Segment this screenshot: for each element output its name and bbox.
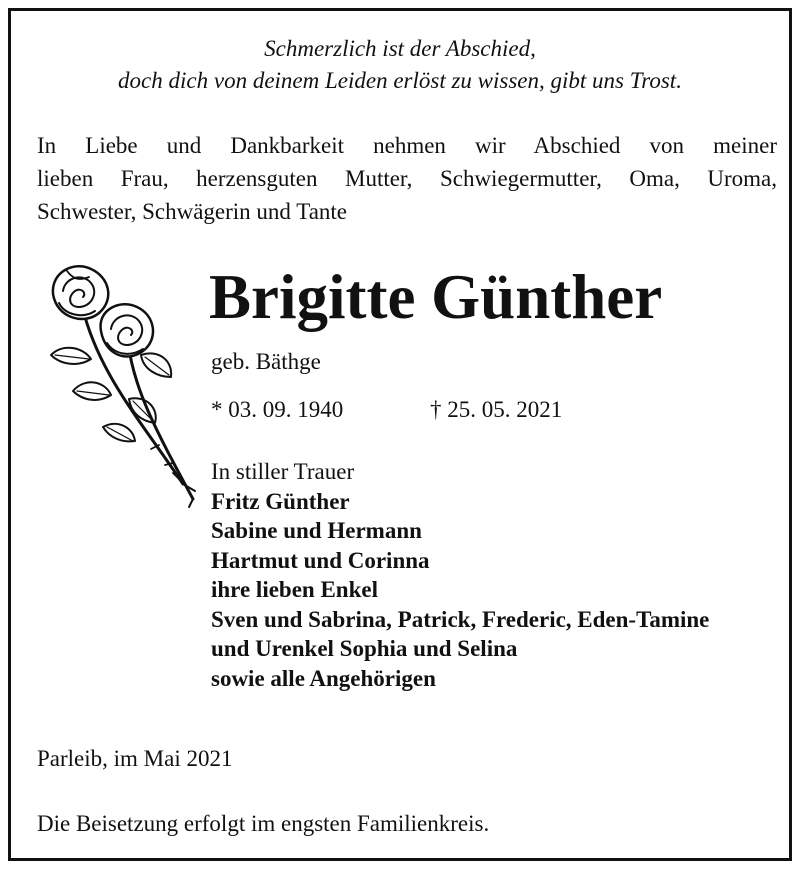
maiden-name: geb. Bäthge: [211, 349, 321, 374]
mourner-line: Hartmut und Corinna: [211, 547, 430, 573]
poem-line: Schmerzlich ist der Abschied,: [264, 36, 536, 61]
intro-text: [37, 129, 777, 228]
rose-icon: [33, 259, 203, 514]
death-date: † 25. 05. 2021: [430, 397, 563, 422]
mourner-line: Sven und Sabrina, Patrick, Frederic, Eden-Tamine: [211, 606, 710, 632]
intro-line: In Liebe und Dankbarkeit nehmen wir Abschied von meiner: [37, 133, 777, 158]
mourner-line: sowie alle Angehörigen: [211, 665, 436, 691]
poem-verse: [11, 33, 789, 97]
intro-line: lieben Frau, herzensguten Mutter, Schwiegermutter, Oma, Uroma,: [37, 166, 777, 191]
mourner-line: ihre lieben Enkel: [211, 577, 378, 602]
deceased-name: Brigitte Günther: [209, 262, 663, 332]
mourners-heading: In stiller Trauer: [211, 459, 355, 484]
mourner-line: und Urenkel Sophia und Selina: [211, 636, 518, 661]
mourners-list: [211, 457, 709, 693]
intro-line: Schwester, Schwägerin und Tante: [37, 199, 348, 224]
burial-note: Die Beisetzung erfolgt im engsten Familienkreis.: [37, 811, 490, 836]
poem-line: doch dich von deinem Leiden erlöst zu wissen, gibt uns Trost.: [118, 68, 682, 93]
obituary-notice: [8, 8, 792, 861]
mourner-line: Fritz Günther: [211, 488, 350, 514]
mourner-line: Sabine und Hermann: [211, 518, 422, 543]
place-date: Parleib, im Mai 2021: [37, 746, 233, 771]
birth-date: * 03. 09. 1940: [211, 397, 344, 422]
